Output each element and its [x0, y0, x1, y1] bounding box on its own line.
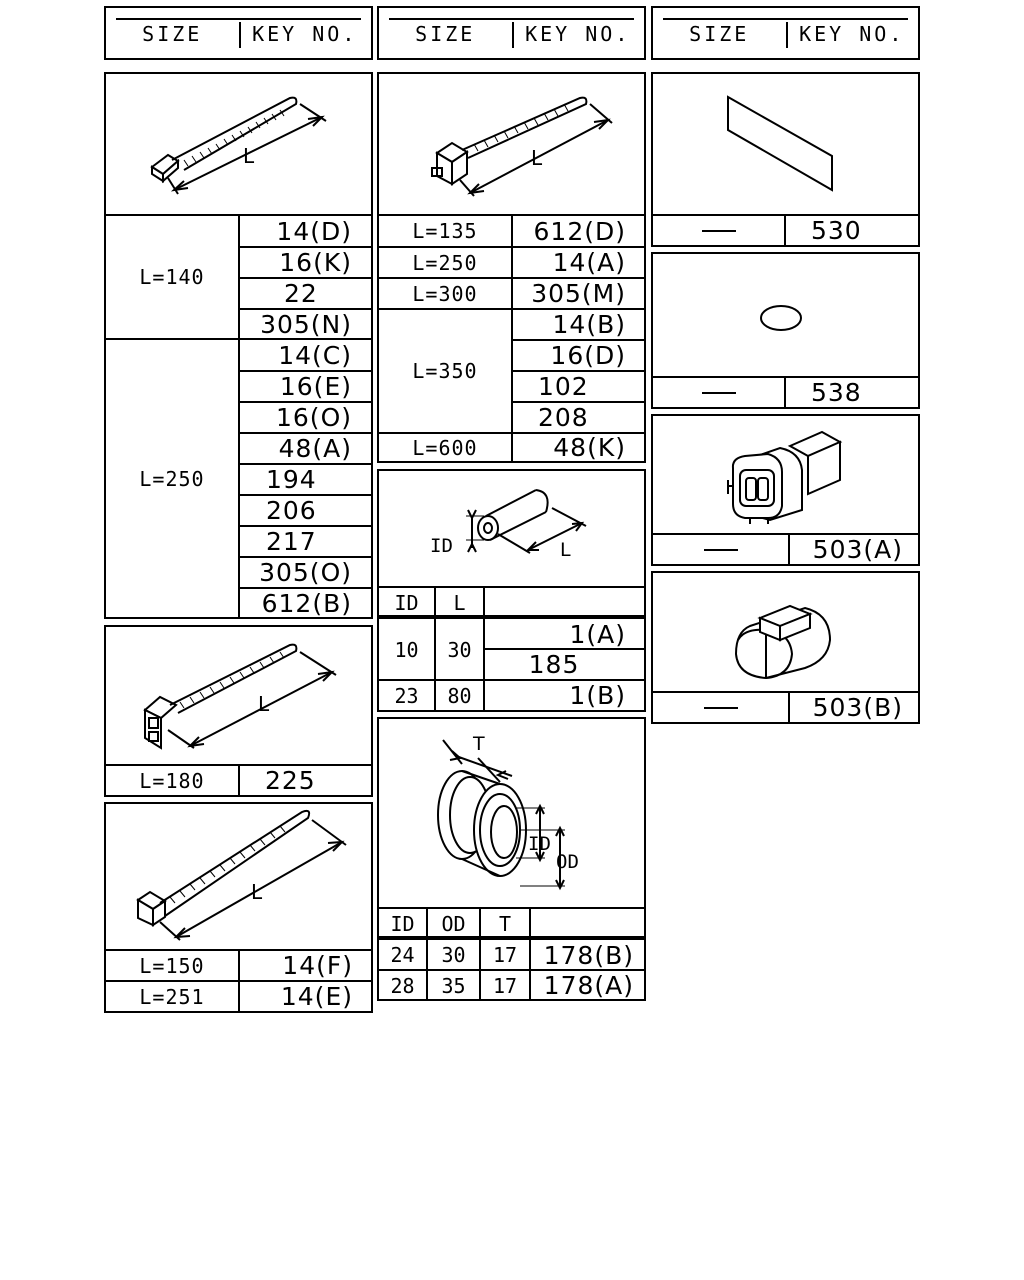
key-cell: 48(K) [553, 433, 626, 462]
key-cell: 102 [538, 372, 589, 401]
header-col1 [104, 6, 373, 60]
header-col2 [377, 6, 646, 60]
tube-cell-l: 80 [447, 683, 472, 708]
key-cell: 185 [528, 650, 580, 679]
tube-header-l: L [453, 590, 466, 615]
size-cell: L=250 [139, 466, 205, 491]
size-cell: L=350 [412, 359, 478, 383]
tube-cell-l: 30 [447, 637, 472, 662]
cable-tie-4-dim-label: L [531, 146, 543, 170]
size-cell: L=180 [139, 768, 205, 793]
size-cell: L=135 [412, 219, 478, 243]
grommet-cell-od: 30 [441, 943, 466, 967]
size-cell: L=140 [139, 265, 205, 289]
tube-cell-id: 10 [394, 637, 419, 662]
size-cell-dash [652, 215, 785, 246]
key-cell: 16(K) [239, 247, 373, 278]
cable-tie-2-dim-label: L [258, 692, 270, 716]
key-cell: 22 [239, 278, 373, 309]
grommet-cell-od: 35 [441, 973, 466, 998]
key-cell: 14(D) [239, 215, 373, 247]
size-cell-dash [652, 534, 789, 565]
header-rule [389, 18, 634, 20]
key-cell: 208 [538, 403, 589, 432]
key-cell: 16(D) [550, 341, 626, 370]
dash-mark [704, 549, 738, 551]
grommet-cell-t: 17 [492, 943, 518, 967]
key-cell: 225 [265, 766, 316, 795]
key-cell: 48(A) [239, 433, 373, 464]
header-key-label: KEY NO. [799, 22, 905, 46]
cable-tie-3-dim-label: L [251, 880, 263, 904]
header-rule [116, 18, 361, 20]
dash-mark [702, 392, 736, 394]
key-cell: 194 [239, 464, 373, 495]
key-cell: 305(N) [239, 309, 373, 339]
size-cell: L=600 [412, 435, 478, 460]
key-cell: 14(F) [282, 951, 353, 980]
header-rule [663, 18, 908, 20]
grommet-id-label: ID [528, 833, 551, 855]
key-cell: 16(E) [239, 371, 373, 402]
header-key-label: KEY NO. [252, 22, 358, 46]
key-cell: 538 [811, 378, 862, 407]
tube-l-label: L [560, 539, 571, 561]
key-cell: 14(B) [552, 310, 626, 339]
key-cell: 305(M) [531, 279, 626, 308]
grommet-cell-id: 28 [390, 973, 415, 998]
grommet-od-label: OD [556, 851, 579, 873]
grommet-t-label: T [473, 733, 485, 755]
size-cell: L=251 [139, 984, 205, 1009]
key-cell: 14(C) [239, 339, 373, 371]
size-cell-dash [652, 377, 785, 408]
header-size-label: SIZE [415, 22, 476, 46]
size-cell: L=250 [412, 250, 478, 275]
key-cell: 178(B) [543, 940, 634, 970]
dash-mark [702, 230, 736, 232]
tube-id-label: ID [430, 535, 453, 557]
key-cell: 612(D) [533, 216, 626, 246]
grommet-header-t: T [498, 911, 512, 936]
header-key-label: KEY NO. [525, 22, 631, 46]
key-cell: 206 [239, 495, 373, 526]
key-cell: 14(E) [280, 982, 353, 1011]
cable-tie-1-dim-label: L [243, 144, 255, 168]
header-size-label: SIZE [689, 22, 750, 46]
key-cell: 14(A) [552, 248, 626, 277]
grommet-header-od: OD [441, 911, 466, 936]
grommet-header-id: ID [390, 911, 415, 936]
grommet-cell-id: 24 [390, 943, 415, 967]
size-cell: L=150 [139, 953, 205, 978]
key-cell: 217 [239, 526, 373, 557]
tube-cell-id: 23 [394, 683, 419, 708]
key-cell: 16(O) [239, 402, 373, 433]
key-cell: 1(A) [569, 619, 626, 649]
header-size-label: SIZE [142, 22, 203, 46]
key-cell: 503(A) [812, 535, 903, 564]
header-col3 [651, 6, 920, 60]
key-cell: 530 [811, 216, 862, 245]
grommet-cell-t: 17 [492, 973, 518, 998]
key-cell: 503(B) [812, 693, 903, 722]
tube-header-id: ID [394, 590, 419, 615]
size-cell-dash [652, 692, 789, 723]
size-cell: L=300 [412, 281, 478, 306]
key-cell: 305(O) [239, 557, 373, 588]
dash-mark [704, 707, 738, 709]
key-cell: 1(B) [569, 681, 626, 710]
key-cell: 612(B) [239, 588, 373, 618]
key-cell: 178(A) [543, 971, 634, 1000]
